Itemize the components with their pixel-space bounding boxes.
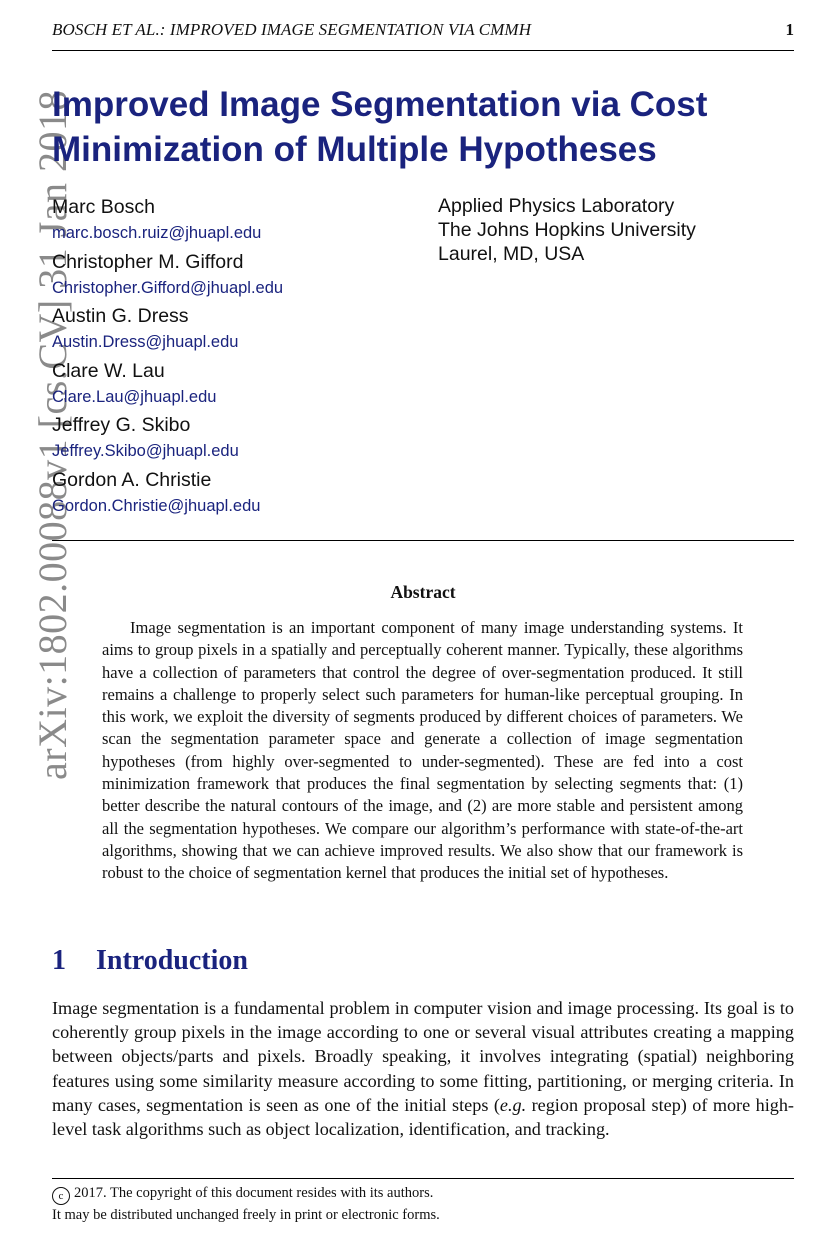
introduction-paragraph — [52, 996, 794, 1141]
footer-line — [52, 1183, 794, 1205]
author-email-link[interactable]: Christopher.Gifford@jhuapl.edu — [52, 278, 284, 297]
author-name: Jeffrey G. Skibo — [52, 414, 191, 437]
intro-eg: e.g. — [499, 1094, 527, 1115]
author-name: Clare W. Lau — [52, 359, 165, 382]
author-list — [52, 194, 432, 522]
copyright-icon: c — [52, 1187, 70, 1205]
author-name: Christopher M. Gifford — [52, 250, 244, 273]
header-rule — [52, 50, 794, 51]
author-entry — [52, 412, 432, 467]
abstract-heading: Abstract — [390, 582, 456, 602]
section-number: 1 — [52, 945, 66, 976]
affiliation-block — [438, 194, 794, 266]
copyright-footer — [52, 1183, 794, 1226]
title-block-rule — [52, 540, 794, 541]
author-email-link[interactable]: Gordon.Christie@jhuapl.edu — [52, 496, 261, 515]
section-title: Introduction — [96, 945, 248, 976]
author-entry — [52, 303, 432, 358]
author-name: Gordon A. Christie — [52, 468, 212, 491]
author-entry — [52, 358, 432, 413]
abstract-text: Image segmentation is an important component of many image understanding systems. It aims to group pixels in a spatially and perceptually coherent manner. Typically, these algorithms have a collection of parameters that control the degree of over-segmentation produced. It still remains a challenge to properly select such parameters for human-like perceptual grouping. In this work, we exploit the diversity of segments produced by different choices of parameters. We scan the segmentation parameter space and generate a collection of image segmentation hypotheses (from highly over-segmented to under-segmented). These are fed into a cost minimization framework that produces the final segmentation by selecting segments that: (1) better describe the natural contours of the image, and (2) are more stable and persistent among all the segmentation hypotheses. We compare our algorithm’s performance with state-of-the-art algorithms, showing that we can achieve improved results. We also show that our framework is robust to the choice of segmentation kernel that produces the initial set of hypotheses. — [102, 618, 743, 883]
intro-text-continued: region proposal step) of more high-level task algorithms such as object localization, identification, and tracking. — [52, 1094, 794, 1140]
author-email-link[interactable]: Austin.Dress@jhuapl.edu — [52, 333, 239, 352]
affiliation-line: Applied Physics Laboratory — [438, 195, 675, 217]
running-title: BOSCH ET AL.: IMPROVED IMAGE SEGMENTATION VIA CMMH — [52, 20, 532, 39]
affiliation-line: The Johns Hopkins University — [438, 219, 696, 241]
footer-line: It may be distributed unchanged freely in print or electronic forms. — [52, 1207, 440, 1223]
author-name: Marc Bosch — [52, 196, 155, 218]
page-number: 1 — [785, 20, 794, 39]
author-email-link[interactable]: marc.bosch.ruiz@jhuapl.edu — [52, 224, 262, 242]
intro-text: Image segmentation is a fundamental problem in computer vision and image processing. Its goal is to coherently group pixels in the image according to one or several visual attributes creating a mapping between objects/parts and pixels. Broadly speaking, it involves integrating (spatial) neighboring features using some similarity measure according to some fitting, partitioning, or merging criteria. In many cases, segmentation is seen as one of the initial steps ( — [52, 998, 794, 1115]
author-entry — [52, 194, 432, 249]
affiliation-line: Laurel, MD, USA — [438, 243, 585, 265]
running-header — [52, 20, 794, 44]
author-email-link[interactable]: Clare.Lau@jhuapl.edu — [52, 387, 217, 406]
author-email-link[interactable]: Jeffrey.Skibo@jhuapl.edu — [52, 442, 239, 461]
section-heading — [52, 941, 248, 981]
paper-title: Improved Image Segmentation via Cost Minimization of Multiple Hypotheses — [52, 85, 708, 169]
author-name: Austin G. Dress — [52, 305, 189, 328]
arxiv-identifier-stamp: arXiv:1802.00088v1 [cs.CV] 31 Jan 2018 — [30, 89, 75, 780]
author-entry — [52, 249, 432, 304]
copyright-text: 2017. The copyright of this document resides with its authors. — [74, 1185, 434, 1201]
footer-rule — [52, 1178, 794, 1179]
author-entry — [52, 467, 432, 522]
